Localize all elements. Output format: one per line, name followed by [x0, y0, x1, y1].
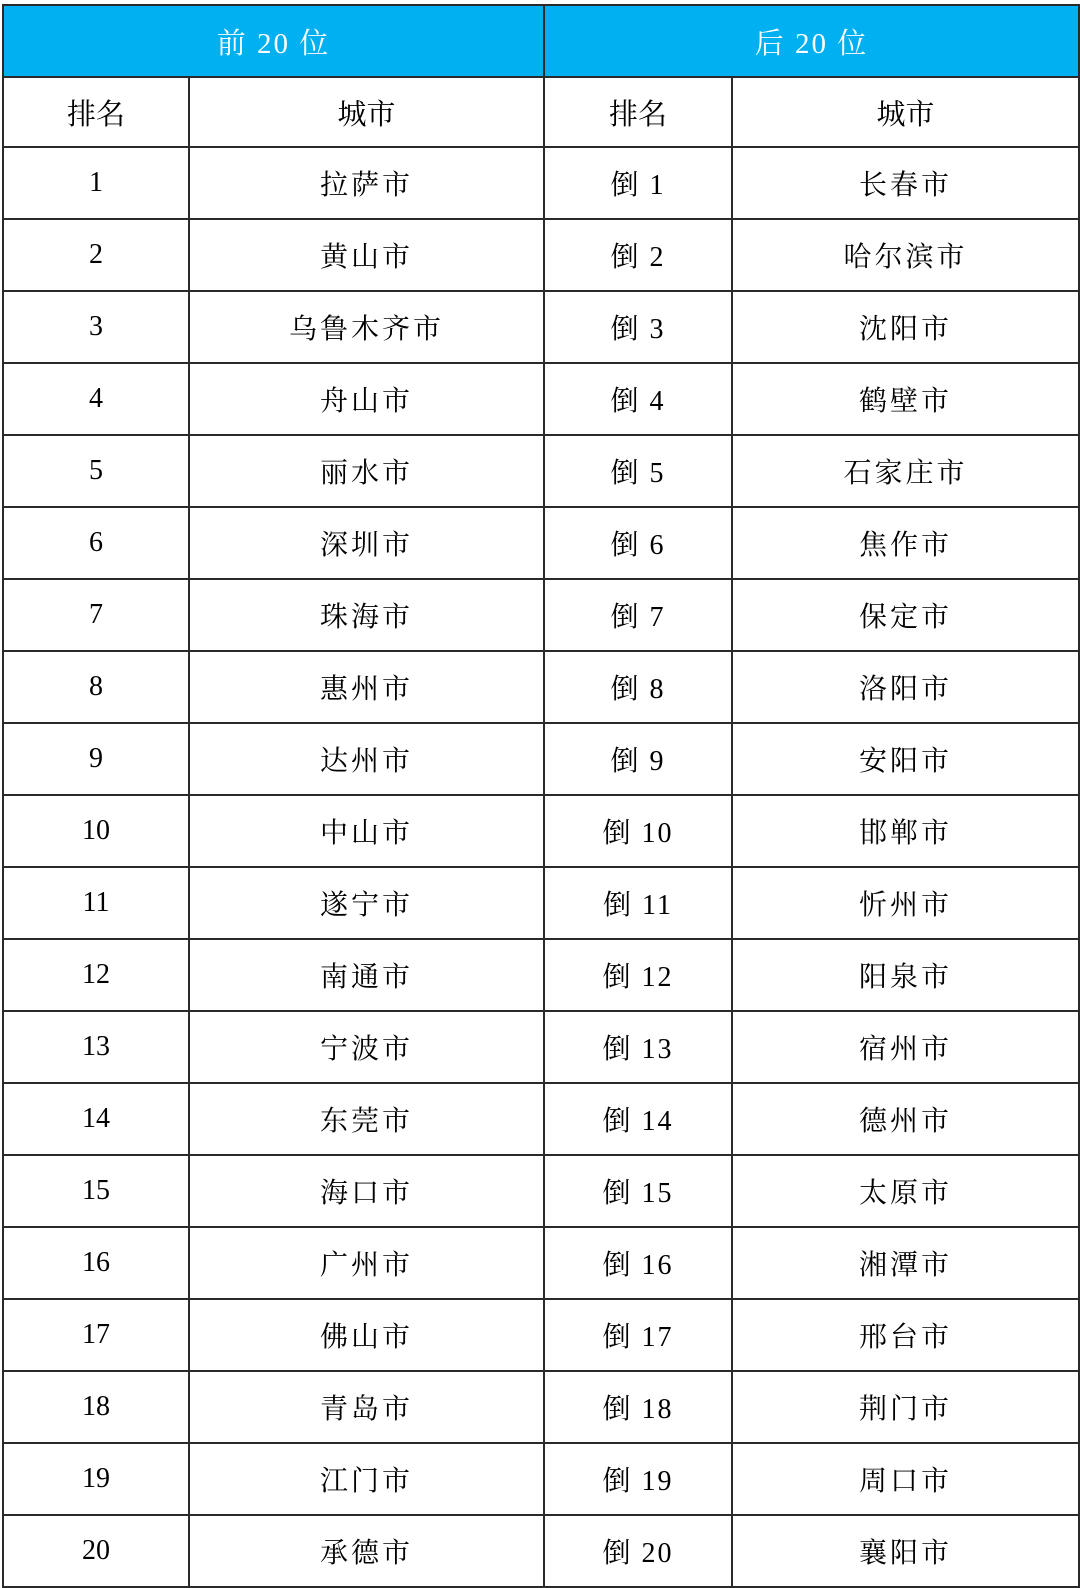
- cell-bottom-city: 保定市: [732, 579, 1079, 651]
- cell-bottom-rank: 倒 9: [544, 723, 732, 795]
- cell-top-rank: 1: [3, 147, 189, 219]
- cell-top-city: 承德市: [189, 1515, 544, 1587]
- cell-bottom-rank: 倒 7: [544, 579, 732, 651]
- column-header-top-city: 城市: [189, 77, 544, 147]
- table-row: [3, 1443, 1079, 1515]
- cell-bottom-rank: 倒 2: [544, 219, 732, 291]
- cell-top-city: 海口市: [189, 1155, 544, 1227]
- column-header-bottom-city: 城市: [732, 77, 1079, 147]
- cell-top-city: 南通市: [189, 939, 544, 1011]
- cell-bottom-city: 襄阳市: [732, 1515, 1079, 1587]
- table-header: [3, 5, 1079, 147]
- cell-top-rank: 5: [3, 435, 189, 507]
- cell-bottom-rank: 倒 18: [544, 1371, 732, 1443]
- cell-bottom-city: 周口市: [732, 1443, 1079, 1515]
- table-row: [3, 795, 1079, 867]
- cell-bottom-rank: 倒 15: [544, 1155, 732, 1227]
- cell-top-city: 乌鲁木齐市: [189, 291, 544, 363]
- table-row: [3, 363, 1079, 435]
- cell-bottom-rank: 倒 11: [544, 867, 732, 939]
- group-header-top20: 前 20 位: [3, 5, 544, 77]
- column-header-row: [3, 77, 1079, 147]
- column-header-top-rank: 排名: [3, 77, 189, 147]
- cell-top-city: 深圳市: [189, 507, 544, 579]
- cell-bottom-city: 德州市: [732, 1083, 1079, 1155]
- cell-top-city: 达州市: [189, 723, 544, 795]
- cell-top-rank: 8: [3, 651, 189, 723]
- cell-top-rank: 6: [3, 507, 189, 579]
- cell-top-rank: 11: [3, 867, 189, 939]
- table-row: [3, 1011, 1079, 1083]
- table-row: [3, 1299, 1079, 1371]
- group-header-bottom20: 后 20 位: [544, 5, 1079, 77]
- cell-bottom-city: 宿州市: [732, 1011, 1079, 1083]
- cell-top-rank: 4: [3, 363, 189, 435]
- cell-bottom-rank: 倒 5: [544, 435, 732, 507]
- cell-top-city: 佛山市: [189, 1299, 544, 1371]
- cell-top-city: 珠海市: [189, 579, 544, 651]
- cell-bottom-city: 湘潭市: [732, 1227, 1079, 1299]
- cell-top-city: 舟山市: [189, 363, 544, 435]
- cell-bottom-rank: 倒 12: [544, 939, 732, 1011]
- cell-top-city: 广州市: [189, 1227, 544, 1299]
- cell-bottom-city: 邢台市: [732, 1299, 1079, 1371]
- cell-top-rank: 7: [3, 579, 189, 651]
- table-row: [3, 1227, 1079, 1299]
- cell-top-city: 东莞市: [189, 1083, 544, 1155]
- table-row: [3, 939, 1079, 1011]
- ranking-table-sheet: [0, 4, 1080, 1569]
- cell-top-city: 江门市: [189, 1443, 544, 1515]
- cell-bottom-rank: 倒 19: [544, 1443, 732, 1515]
- cell-bottom-city: 忻州市: [732, 867, 1079, 939]
- cell-bottom-city: 荆门市: [732, 1371, 1079, 1443]
- table-row: [3, 1371, 1079, 1443]
- cell-top-rank: 14: [3, 1083, 189, 1155]
- cell-bottom-rank: 倒 1: [544, 147, 732, 219]
- cell-bottom-rank: 倒 3: [544, 291, 732, 363]
- cell-top-rank: 18: [3, 1371, 189, 1443]
- cell-top-city: 中山市: [189, 795, 544, 867]
- cell-top-city: 惠州市: [189, 651, 544, 723]
- table-row: [3, 1515, 1079, 1587]
- table-row: [3, 723, 1079, 795]
- city-ranking-table: [2, 4, 1080, 1588]
- table-row: [3, 147, 1079, 219]
- cell-top-city: 黄山市: [189, 219, 544, 291]
- cell-top-rank: 19: [3, 1443, 189, 1515]
- cell-top-rank: 9: [3, 723, 189, 795]
- cell-bottom-rank: 倒 13: [544, 1011, 732, 1083]
- cell-bottom-rank: 倒 4: [544, 363, 732, 435]
- cell-bottom-city: 石家庄市: [732, 435, 1079, 507]
- cell-top-city: 遂宁市: [189, 867, 544, 939]
- cell-bottom-city: 长春市: [732, 147, 1079, 219]
- cell-top-rank: 15: [3, 1155, 189, 1227]
- table-body: [3, 147, 1079, 1587]
- cell-bottom-city: 鹤壁市: [732, 363, 1079, 435]
- cell-bottom-rank: 倒 6: [544, 507, 732, 579]
- table-row: [3, 651, 1079, 723]
- cell-top-rank: 16: [3, 1227, 189, 1299]
- cell-bottom-rank: 倒 20: [544, 1515, 732, 1587]
- table-row: [3, 507, 1079, 579]
- cell-top-city: 青岛市: [189, 1371, 544, 1443]
- group-header-row: [3, 5, 1079, 77]
- table-row: [3, 1083, 1079, 1155]
- cell-bottom-city: 沈阳市: [732, 291, 1079, 363]
- cell-top-city: 拉萨市: [189, 147, 544, 219]
- cell-top-rank: 2: [3, 219, 189, 291]
- table-row: [3, 435, 1079, 507]
- cell-top-rank: 20: [3, 1515, 189, 1587]
- cell-bottom-rank: 倒 10: [544, 795, 732, 867]
- cell-top-rank: 3: [3, 291, 189, 363]
- cell-bottom-city: 哈尔滨市: [732, 219, 1079, 291]
- cell-bottom-rank: 倒 16: [544, 1227, 732, 1299]
- cell-bottom-city: 邯郸市: [732, 795, 1079, 867]
- cell-bottom-city: 安阳市: [732, 723, 1079, 795]
- table-row: [3, 579, 1079, 651]
- cell-top-rank: 12: [3, 939, 189, 1011]
- cell-top-rank: 10: [3, 795, 189, 867]
- cell-bottom-rank: 倒 8: [544, 651, 732, 723]
- cell-top-rank: 17: [3, 1299, 189, 1371]
- column-header-bottom-rank: 排名: [544, 77, 732, 147]
- cell-top-city: 丽水市: [189, 435, 544, 507]
- cell-bottom-city: 阳泉市: [732, 939, 1079, 1011]
- cell-bottom-rank: 倒 14: [544, 1083, 732, 1155]
- cell-top-city: 宁波市: [189, 1011, 544, 1083]
- table-row: [3, 1155, 1079, 1227]
- table-row: [3, 219, 1079, 291]
- cell-bottom-city: 焦作市: [732, 507, 1079, 579]
- cell-bottom-rank: 倒 17: [544, 1299, 732, 1371]
- cell-top-rank: 13: [3, 1011, 189, 1083]
- cell-bottom-city: 太原市: [732, 1155, 1079, 1227]
- cell-bottom-city: 洛阳市: [732, 651, 1079, 723]
- table-row: [3, 867, 1079, 939]
- table-row: [3, 291, 1079, 363]
